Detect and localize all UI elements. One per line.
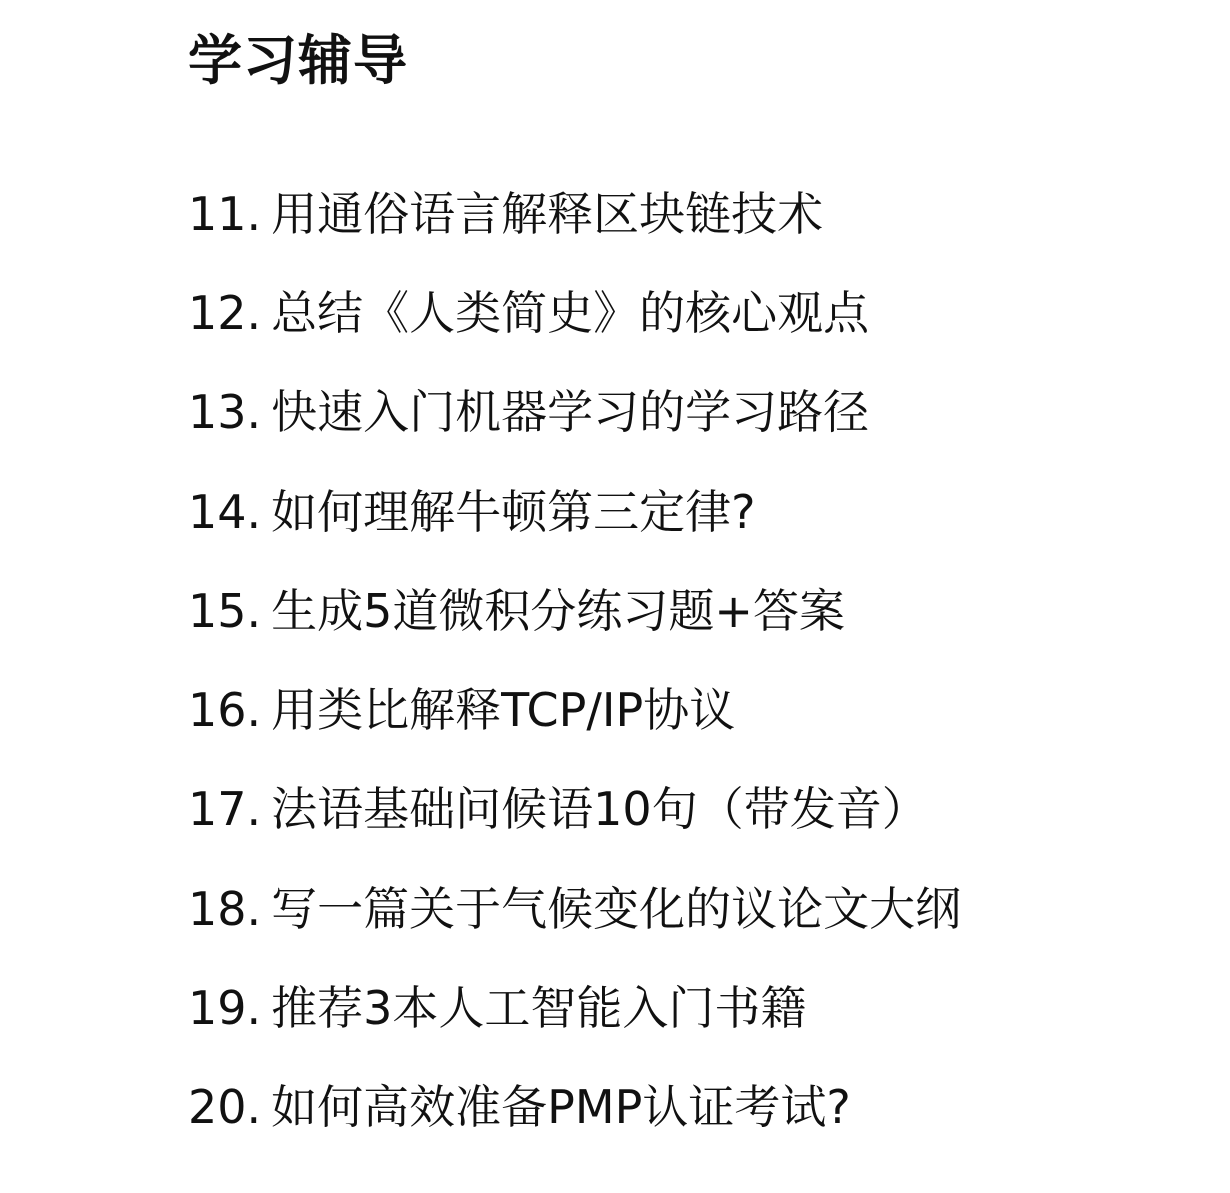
list-item-number: 19.: [188, 981, 262, 1036]
list-item: [188, 561, 961, 660]
list-item: [188, 1058, 961, 1157]
list-item: [188, 958, 961, 1057]
list-item-text: 推荐3本人工智能入门书籍: [271, 981, 807, 1036]
list-item-text: 法语基础问候语10句（带发音）: [271, 782, 928, 837]
list-item-text: 快速入门机器学习的学习路径: [271, 385, 870, 440]
list-item: [188, 164, 961, 263]
list-item-number: 15.: [188, 583, 262, 638]
list-item: [188, 462, 961, 561]
page-title: 学习辅导: [188, 29, 408, 92]
list-item-text: 写一篇关于气候变化的议论文大纲: [271, 881, 962, 936]
list-item: [188, 760, 961, 859]
list-item: [188, 859, 961, 958]
list-item-text: 如何高效准备PMP认证考试?: [271, 1080, 851, 1135]
prompt-list: [188, 164, 961, 1157]
list-item-text: 总结《人类简史》的核心观点: [271, 285, 870, 340]
list-item-text: 如何理解牛顿第三定律?: [271, 484, 756, 539]
list-item: [188, 263, 961, 362]
list-item-text: 用类比解释TCP/IP协议: [271, 683, 736, 738]
list-item-number: 11.: [188, 186, 262, 241]
list-item-number: 17.: [188, 782, 262, 837]
list-item-text: 生成5道微积分练习题+答案: [271, 583, 845, 638]
list-item-number: 20.: [188, 1080, 262, 1135]
list-item-number: 18.: [188, 881, 262, 936]
list-item-number: 14.: [188, 484, 262, 539]
document-page: [188, 0, 1188, 1193]
list-item-number: 16.: [188, 683, 262, 738]
list-item-text: 用通俗语言解释区块链技术: [271, 186, 824, 241]
list-item-number: 13.: [188, 385, 262, 440]
list-item: [188, 660, 961, 759]
list-item: [188, 363, 961, 462]
list-item-number: 12.: [188, 285, 262, 340]
